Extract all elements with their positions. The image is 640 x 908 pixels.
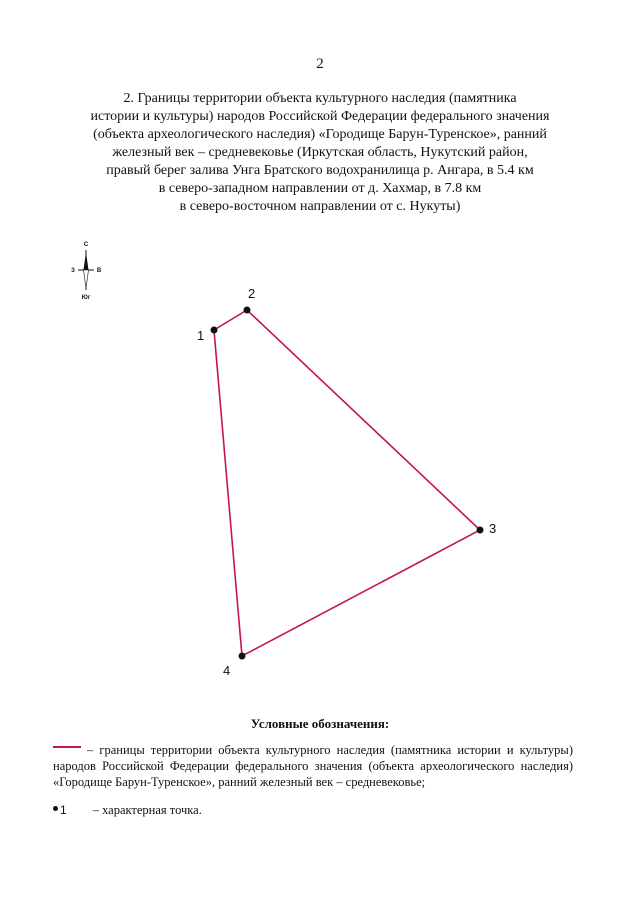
title-line: железный век – средневековье (Иркутская область, Нукутский район, <box>112 145 528 160</box>
legend-point-text: – характерная точка. <box>92 803 202 817</box>
boundary-point-2 <box>244 307 251 314</box>
point-sample-label: 1 <box>60 803 67 817</box>
compass-north-label: С <box>83 242 89 248</box>
title-line: истории и культуры) народов Российской Федерации федерального значения <box>90 109 550 124</box>
point-label-1: 1 <box>197 328 205 343</box>
compass-west-label: З <box>71 268 75 274</box>
page-number: 2 <box>316 56 324 72</box>
title-line: правый берег залива Унга Братского водохранилища р. Ангара, в 5.4 км <box>106 163 534 178</box>
title-line: 2. Границы территории объекта культурного наследия (памятника <box>123 91 517 106</box>
compass-south-label: Юг <box>81 295 91 301</box>
boundary-point-4 <box>239 653 246 660</box>
point-label-4: 4 <box>223 663 231 678</box>
legend-boundary-text: – границы территории объекта культурного наследия (памятника истории и культуры) народов Российской Федерации федерального значения (объекта археологического наследия) «Городище Барун-Туренское», ранний железный век – средневековье; <box>53 743 573 789</box>
title-line: в северо-западном направлении от д. Хахмар, в 7.8 км <box>158 181 482 196</box>
legend-title: Условные обозначения: <box>250 716 390 731</box>
point-sample-icon <box>53 806 58 811</box>
title-line: (объекта археологического наследия) «Городище Барун-Туренское», ранний <box>93 127 547 142</box>
boundary-point-3 <box>477 527 484 534</box>
compass-east-label: В <box>96 268 102 274</box>
boundary-line-sample-icon <box>53 746 81 748</box>
boundary-point-1 <box>211 327 218 334</box>
title-line: в северо-восточном направлении от с. Нукуты) <box>179 199 461 214</box>
legend-boundary-entry <box>53 742 573 790</box>
point-label-3: 3 <box>489 521 497 536</box>
legend-point-entry <box>53 803 202 818</box>
boundary-polygon <box>214 310 480 656</box>
point-label-2: 2 <box>248 286 256 301</box>
